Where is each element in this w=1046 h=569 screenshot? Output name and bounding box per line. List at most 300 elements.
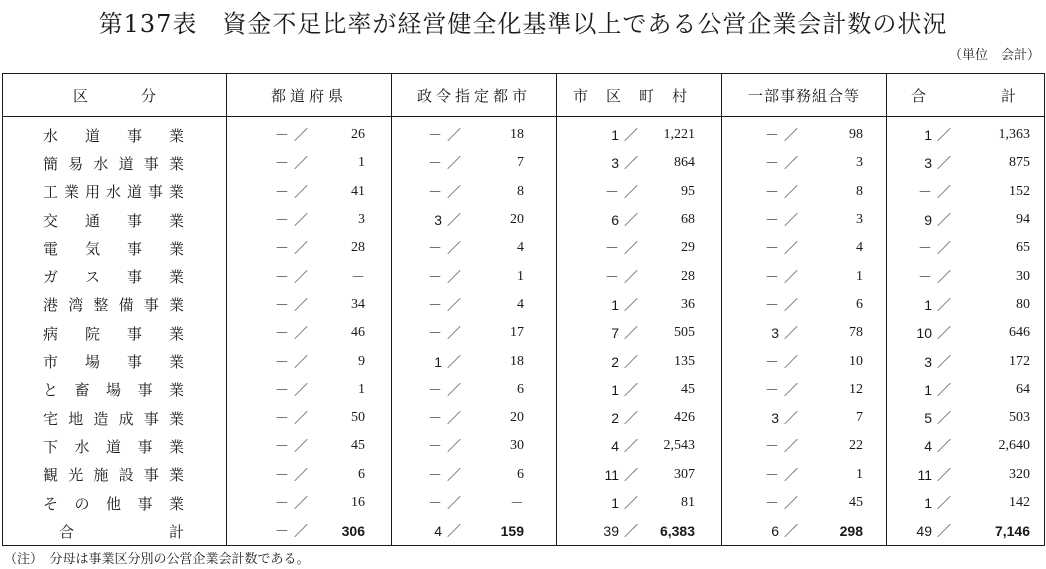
- value-cell: [722, 262, 887, 290]
- slash-separator: ／: [447, 466, 461, 483]
- value-cell: [887, 149, 1045, 177]
- numerator: 10: [916, 325, 932, 342]
- category-char: 業: [168, 466, 184, 485]
- numerator: 1: [611, 127, 619, 144]
- value-cell: [392, 234, 557, 262]
- category-cell: [3, 117, 227, 150]
- numerator: 4: [611, 438, 619, 455]
- value-cell: [722, 319, 887, 347]
- denominator: 17: [510, 325, 524, 341]
- numerator: －: [428, 325, 442, 342]
- slash-separator: ／: [937, 466, 951, 483]
- numerator: －: [765, 127, 779, 144]
- category-char: 場: [105, 381, 121, 400]
- numerator: 1: [924, 296, 932, 313]
- value-cell: [887, 117, 1045, 150]
- category-char: 事: [126, 126, 142, 145]
- value-cell: [722, 461, 887, 489]
- value-cell: [227, 117, 392, 150]
- numerator: －: [275, 268, 289, 285]
- numerator: 6: [611, 212, 619, 229]
- category-char: 業: [63, 183, 79, 202]
- category-char: の: [74, 494, 90, 513]
- denominator: －: [510, 497, 524, 512]
- slash-separator: ／: [447, 325, 461, 342]
- value-cell: [887, 517, 1045, 546]
- slash-separator: ／: [294, 381, 308, 398]
- numerator: －: [765, 268, 779, 285]
- numerator: 1: [434, 353, 442, 370]
- value-cell: [887, 234, 1045, 262]
- numerator: －: [765, 495, 779, 511]
- slash-separator: ／: [294, 127, 308, 144]
- numerator: 2: [611, 410, 619, 427]
- denominator: 875: [1009, 155, 1030, 171]
- slash-separator: ／: [447, 381, 461, 398]
- value-cell: [227, 432, 392, 460]
- slash-separator: ／: [447, 183, 461, 200]
- numerator: －: [275, 523, 289, 540]
- category-char: 道: [84, 126, 100, 145]
- category-char: 湾: [68, 296, 84, 315]
- table-row: [3, 432, 1045, 460]
- table-row: [3, 149, 1045, 177]
- denominator: 320: [1009, 466, 1030, 482]
- denominator: 45: [681, 381, 695, 397]
- numerator: 49: [916, 523, 932, 540]
- value-cell: [722, 206, 887, 234]
- denominator: 646: [1009, 325, 1030, 341]
- category-cell: [3, 291, 227, 319]
- footnote: （注） 分母は事業区分別の公営企業会計数である。: [4, 552, 310, 567]
- denominator: 1: [856, 466, 863, 482]
- header-total-char: 合: [911, 86, 931, 105]
- category-char: 工: [43, 183, 59, 202]
- denominator: 3: [856, 212, 863, 228]
- category-char: 業: [168, 381, 184, 400]
- denominator: 1,221: [663, 127, 695, 143]
- slash-separator: ／: [784, 495, 798, 511]
- numerator: －: [765, 240, 779, 257]
- table-row: [3, 291, 1045, 319]
- numerator: －: [275, 438, 289, 455]
- denominator: 65: [1016, 240, 1030, 256]
- value-cell: [722, 376, 887, 404]
- denominator: 6: [517, 381, 524, 397]
- category-char: 事: [137, 494, 153, 513]
- slash-separator: ／: [937, 155, 951, 172]
- denominator: 9: [358, 353, 365, 369]
- value-cell: [392, 347, 557, 375]
- numerator: －: [428, 240, 442, 257]
- value-cell: [722, 117, 887, 150]
- numerator: 3: [924, 353, 932, 370]
- category-char: 港: [43, 296, 59, 315]
- denominator: 45: [849, 495, 863, 510]
- slash-separator: ／: [784, 410, 798, 427]
- denominator: 159: [500, 523, 524, 540]
- category-char: 合: [59, 522, 75, 541]
- slash-separator: ／: [447, 353, 461, 370]
- category-char: 院: [84, 324, 100, 343]
- value-cell: [557, 234, 722, 262]
- value-cell: [557, 319, 722, 347]
- header-category-char: 区: [73, 86, 93, 105]
- category-char: 業: [168, 494, 184, 513]
- denominator: 18: [510, 127, 524, 143]
- slash-separator: ／: [624, 127, 638, 144]
- table-row: [3, 117, 1045, 150]
- slash-separator: ／: [624, 325, 638, 342]
- value-cell: [392, 489, 557, 517]
- slash-separator: ／: [447, 127, 461, 144]
- category-char: 業: [168, 296, 184, 315]
- slash-separator: ／: [447, 212, 461, 229]
- value-cell: [557, 461, 722, 489]
- slash-separator: ／: [784, 466, 798, 483]
- category-cell: [3, 461, 227, 489]
- table-row: [3, 461, 1045, 489]
- category-char: ス: [84, 268, 100, 287]
- denominator: 4: [517, 296, 524, 312]
- value-cell: [887, 206, 1045, 234]
- value-cell: [392, 517, 557, 546]
- value-cell: [227, 291, 392, 319]
- value-cell: [557, 206, 722, 234]
- numerator: －: [765, 466, 779, 483]
- slash-separator: ／: [294, 353, 308, 370]
- value-cell: [722, 517, 887, 546]
- value-cell: [227, 234, 392, 262]
- numerator: －: [275, 381, 289, 398]
- numerator: －: [765, 155, 779, 172]
- denominator: 78: [849, 325, 863, 341]
- slash-separator: ／: [624, 381, 638, 398]
- numerator: －: [765, 212, 779, 229]
- numerator: －: [428, 438, 442, 455]
- numerator: －: [275, 325, 289, 342]
- slash-separator: ／: [784, 183, 798, 200]
- value-cell: [227, 489, 392, 517]
- denominator: 8: [856, 183, 863, 199]
- denominator: 1: [358, 381, 365, 397]
- denominator: 306: [341, 523, 365, 540]
- denominator: 81: [681, 495, 695, 510]
- denominator: 1,363: [998, 127, 1030, 143]
- category-char: 道: [118, 154, 134, 173]
- numerator: 6: [771, 523, 779, 540]
- numerator: －: [605, 240, 619, 257]
- value-cell: [557, 117, 722, 150]
- denominator: 298: [839, 523, 863, 540]
- denominator: 12: [849, 381, 863, 397]
- slash-separator: ／: [624, 495, 638, 511]
- category-char: 業: [168, 437, 184, 456]
- value-cell: [722, 347, 887, 375]
- category-char: 地: [68, 409, 84, 428]
- category-char: 業: [168, 154, 184, 173]
- slash-separator: ／: [624, 410, 638, 427]
- slash-separator: ／: [784, 523, 798, 540]
- denominator: 172: [1009, 353, 1030, 369]
- category-char: 業: [168, 409, 184, 428]
- value-cell: [557, 178, 722, 206]
- denominator: 7,146: [994, 523, 1030, 540]
- slash-separator: ／: [784, 353, 798, 370]
- denominator: 1: [856, 268, 863, 284]
- category-char: 他: [105, 494, 121, 513]
- slash-separator: ／: [294, 410, 308, 427]
- category-char: 通: [84, 211, 100, 230]
- category-char: 道: [105, 437, 121, 456]
- total-row: [3, 517, 1045, 546]
- category-char: 交: [43, 211, 59, 230]
- category-char: 施: [93, 466, 109, 485]
- data-table: [2, 73, 1045, 546]
- denominator: 152: [1009, 183, 1030, 199]
- numerator: －: [428, 495, 442, 511]
- value-cell: [557, 432, 722, 460]
- category-cell: [3, 404, 227, 432]
- numerator: －: [765, 438, 779, 455]
- table-body: [3, 117, 1045, 546]
- unit-label: （単位 会計）: [948, 48, 1040, 63]
- slash-separator: ／: [447, 410, 461, 427]
- category-cell: [3, 262, 227, 290]
- denominator: 29: [681, 240, 695, 256]
- category-char: ガ: [43, 268, 59, 287]
- header-total-char: 計: [1000, 86, 1020, 105]
- value-cell: [557, 149, 722, 177]
- denominator: 98: [849, 127, 863, 143]
- slash-separator: ／: [447, 523, 461, 540]
- denominator: 28: [681, 268, 695, 284]
- denominator: 2,640: [998, 438, 1030, 454]
- numerator: －: [275, 495, 289, 511]
- numerator: 2: [611, 353, 619, 370]
- numerator: －: [275, 183, 289, 200]
- slash-separator: ／: [624, 183, 638, 200]
- value-cell: [392, 432, 557, 460]
- denominator: 142: [1009, 495, 1030, 510]
- slash-separator: ／: [294, 296, 308, 313]
- numerator: －: [428, 410, 442, 427]
- category-char: 易: [68, 154, 84, 173]
- numerator: －: [918, 240, 932, 257]
- numerator: 3: [434, 212, 442, 229]
- category-char: 簡: [43, 154, 59, 173]
- category-char: 気: [84, 239, 100, 258]
- numerator: 1: [611, 495, 619, 511]
- denominator: 94: [1016, 212, 1030, 228]
- category-cell: [3, 376, 227, 404]
- value-cell: [887, 178, 1045, 206]
- numerator: －: [605, 183, 619, 200]
- category-char: 電: [43, 239, 59, 258]
- category-char: 事: [126, 268, 142, 287]
- denominator: 6: [856, 296, 863, 312]
- slash-separator: ／: [784, 212, 798, 229]
- denominator: 50: [351, 410, 365, 426]
- value-cell: [392, 149, 557, 177]
- category-char: 水: [93, 154, 109, 173]
- category-char: と: [43, 381, 59, 400]
- numerator: 9: [924, 212, 932, 229]
- numerator: 3: [771, 410, 779, 427]
- slash-separator: ／: [937, 381, 951, 398]
- numerator: －: [765, 296, 779, 313]
- slash-separator: ／: [294, 155, 308, 172]
- value-cell: [557, 517, 722, 546]
- header-prefectures: 都道府県: [227, 74, 392, 117]
- header-category: [3, 74, 227, 117]
- slash-separator: ／: [937, 268, 951, 285]
- numerator: 1: [924, 381, 932, 398]
- slash-separator: ／: [937, 127, 951, 144]
- denominator: 426: [674, 410, 695, 426]
- numerator: 3: [924, 155, 932, 172]
- denominator: 28: [351, 240, 365, 256]
- denominator: 46: [351, 325, 365, 341]
- category-char: 業: [168, 268, 184, 287]
- value-cell: [392, 262, 557, 290]
- denominator: 307: [674, 466, 695, 482]
- category-char: 畜: [74, 381, 90, 400]
- header-total: [887, 74, 1045, 117]
- denominator: 16: [351, 495, 365, 510]
- slash-separator: ／: [447, 296, 461, 313]
- numerator: 39: [603, 523, 619, 540]
- numerator: －: [428, 155, 442, 172]
- slash-separator: ／: [447, 240, 461, 257]
- slash-separator: ／: [937, 325, 951, 342]
- category-char: 業: [168, 183, 184, 202]
- value-cell: [227, 517, 392, 546]
- numerator: －: [605, 268, 619, 285]
- slash-separator: ／: [294, 212, 308, 229]
- value-cell: [887, 404, 1045, 432]
- slash-separator: ／: [784, 240, 798, 257]
- category-char: 備: [118, 296, 134, 315]
- numerator: 3: [771, 325, 779, 342]
- category-char: 事: [126, 211, 142, 230]
- numerator: －: [428, 268, 442, 285]
- slash-separator: ／: [784, 127, 798, 144]
- slash-separator: ／: [294, 466, 308, 483]
- value-cell: [887, 319, 1045, 347]
- header-partial-unions: 一部事務組合等: [722, 74, 887, 117]
- header-category-char: 分: [140, 86, 160, 105]
- category-cell: [3, 517, 227, 546]
- slash-separator: ／: [447, 438, 461, 455]
- slash-separator: ／: [294, 183, 308, 200]
- value-cell: [392, 404, 557, 432]
- category-char: 宅: [43, 409, 59, 428]
- header-row: [3, 74, 1045, 117]
- value-cell: [557, 347, 722, 375]
- denominator: 505: [674, 325, 695, 341]
- slash-separator: ／: [784, 325, 798, 342]
- denominator: 864: [674, 155, 695, 171]
- category-char: 設: [118, 466, 134, 485]
- slash-separator: ／: [447, 495, 461, 511]
- category-char: 水: [43, 126, 59, 145]
- slash-separator: ／: [937, 410, 951, 427]
- value-cell: [722, 489, 887, 517]
- slash-separator: ／: [624, 438, 638, 455]
- value-cell: [227, 178, 392, 206]
- numerator: －: [275, 296, 289, 313]
- slash-separator: ／: [784, 438, 798, 455]
- value-cell: [887, 291, 1045, 319]
- denominator: 20: [510, 410, 524, 426]
- denominator: 3: [856, 155, 863, 171]
- numerator: 3: [611, 155, 619, 172]
- denominator: 2,543: [663, 438, 695, 454]
- category-char: 業: [168, 353, 184, 372]
- value-cell: [227, 376, 392, 404]
- numerator: 5: [924, 410, 932, 427]
- numerator: －: [765, 183, 779, 200]
- slash-separator: ／: [294, 495, 308, 511]
- value-cell: [392, 206, 557, 234]
- value-cell: [887, 262, 1045, 290]
- category-cell: [3, 347, 227, 375]
- value-cell: [227, 319, 392, 347]
- category-char: そ: [43, 494, 59, 513]
- denominator: 36: [681, 296, 695, 312]
- category-char: 成: [118, 409, 134, 428]
- slash-separator: ／: [937, 495, 951, 511]
- numerator: 4: [434, 523, 442, 540]
- denominator: 8: [517, 183, 524, 199]
- header-municipalities: 市区町村: [557, 74, 722, 117]
- slash-separator: ／: [624, 466, 638, 483]
- numerator: 7: [611, 325, 619, 342]
- slash-separator: ／: [784, 268, 798, 285]
- value-cell: [722, 432, 887, 460]
- slash-separator: ／: [624, 155, 638, 172]
- denominator: 4: [856, 240, 863, 256]
- denominator: 6,383: [659, 523, 695, 540]
- denominator: 64: [1016, 381, 1030, 397]
- category-cell: [3, 234, 227, 262]
- numerator: 11: [604, 466, 619, 483]
- value-cell: [722, 178, 887, 206]
- value-cell: [887, 432, 1045, 460]
- category-cell: [3, 149, 227, 177]
- numerator: －: [275, 240, 289, 257]
- denominator: 503: [1009, 410, 1030, 426]
- category-char: 計: [168, 522, 184, 541]
- category-char: 業: [168, 126, 184, 145]
- category-char: 用: [84, 183, 100, 202]
- denominator: 7: [856, 410, 863, 426]
- numerator: －: [428, 183, 442, 200]
- table-row: [3, 234, 1045, 262]
- value-cell: [392, 178, 557, 206]
- numerator: 1: [924, 495, 932, 511]
- value-cell: [227, 262, 392, 290]
- value-cell: [557, 404, 722, 432]
- denominator: 10: [849, 353, 863, 369]
- value-cell: [557, 262, 722, 290]
- denominator: 95: [681, 183, 695, 199]
- value-cell: [392, 319, 557, 347]
- numerator: －: [275, 466, 289, 483]
- category-char: 整: [93, 296, 109, 315]
- numerator: 1: [611, 296, 619, 313]
